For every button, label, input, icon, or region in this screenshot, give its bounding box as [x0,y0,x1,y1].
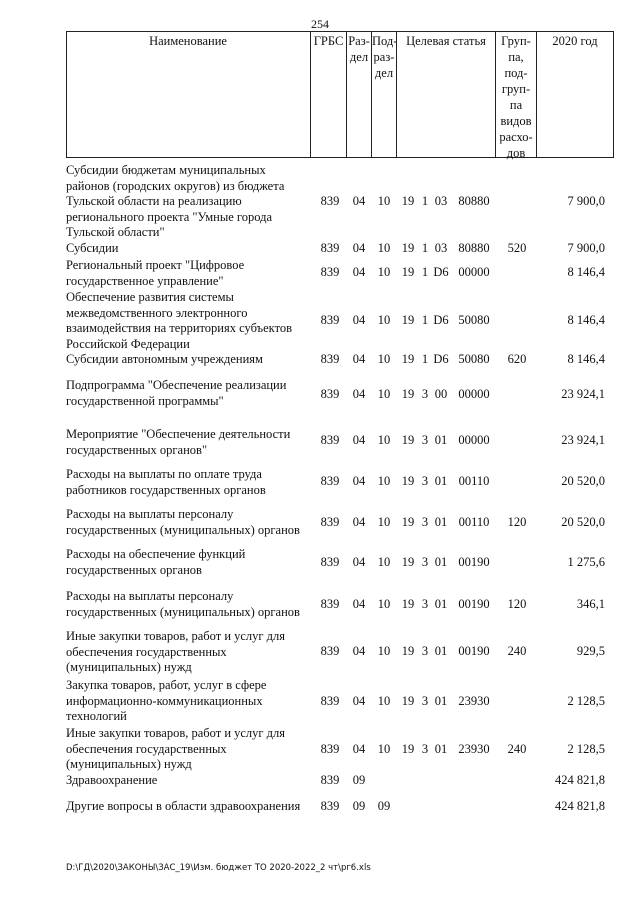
cell-event: 01 [434,474,448,488]
cell-sum-2020: 424 821,8 [555,773,605,787]
cell-subprogram: 3 [421,742,429,756]
row-name [66,378,312,409]
cell-sum-2020: 346,1 [576,597,605,611]
cell-sum-2020: 7 900,0 [567,241,605,255]
row-name [66,726,312,773]
row-name-line: Иные закупки товаров, работ и услуг для [66,629,286,643]
cell-grbs: 839 [320,694,340,708]
row-name [66,427,312,458]
cell-grbs: 839 [320,387,340,401]
row-name-line: Иные закупки товаров, работ и услуг для [66,726,286,740]
cell-grbs: 839 [320,773,340,787]
cell-podrazdel: 10 [377,433,391,447]
cell-podrazdel: 10 [377,241,391,255]
cell-podrazdel: 10 [377,555,391,569]
row-name-line: Субсидии автономным учреждениям [66,352,263,366]
cell-podrazdel: 10 [377,387,391,401]
header-name: Наименование [149,34,227,48]
row-name [66,241,312,257]
cell-razdel: 04 [352,742,366,756]
cell-direction: 23930 [458,742,490,756]
cell-razdel: 09 [352,799,366,813]
cell-program: 19 [401,555,415,569]
cell-grbs: 839 [320,352,340,366]
row-name-line: (муниципальных) нужд [66,660,192,674]
row-name-line: Тульской области на реализацию [66,194,242,208]
cell-grbs: 839 [320,241,340,255]
cell-razdel: 04 [352,597,366,611]
cell-grbs: 839 [320,597,340,611]
row-name-line: государственных (муниципальных) органов [66,522,300,537]
cell-subprogram: 1 [421,241,429,255]
cell-direction: 00190 [458,644,490,658]
page-number: 254 [311,17,329,31]
cell-program: 19 [401,352,415,366]
cell-subprogram: 3 [421,515,429,529]
cell-razdel: 04 [352,433,366,447]
row-name [66,678,312,725]
row-name [66,467,312,498]
row-name-line: Региональный проект "Цифровое [66,258,245,272]
cell-program: 19 [401,474,415,488]
cell-program: 19 [401,742,415,756]
cell-razdel: 04 [352,644,366,658]
row-name-line: районов (городских округов) из бюджета [66,178,285,193]
cell-vid-rashodov: 120 [507,515,527,529]
cell-event: 01 [434,515,448,529]
cell-razdel: 04 [352,194,366,208]
row-name-line: Мероприятие "Обеспечение деятельности [66,427,291,441]
cell-vid-rashodov: 520 [507,241,527,255]
row-name-line: государственных (муниципальных) органов [66,604,300,619]
cell-podrazdel: 09 [377,799,391,813]
cell-razdel: 04 [352,241,366,255]
header-razdel: Раз- дел [348,34,370,64]
cell-razdel: 04 [352,555,366,569]
cell-event: 01 [434,742,448,756]
cell-program: 19 [401,515,415,529]
row-name [66,352,312,368]
cell-sum-2020: 7 900,0 [567,194,605,208]
cell-podrazdel: 10 [377,194,391,208]
row-name-line: Обеспечение развития системы [66,290,234,304]
row-name-line: Подпрограмма "Обеспечение реализации [66,378,287,392]
cell-podrazdel: 10 [377,694,391,708]
cell-subprogram: 1 [421,265,429,279]
cell-grbs: 839 [320,799,340,813]
cell-grbs: 839 [320,433,340,447]
row-name-line: обеспечения государственных [66,741,227,756]
cell-subprogram: 3 [421,555,429,569]
cell-program: 19 [401,694,415,708]
cell-podrazdel: 10 [377,597,391,611]
cell-razdel: 04 [352,694,366,708]
row-name-line: Закупка товаров, работ, услуг в сфере [66,678,267,692]
cell-event: 01 [434,597,448,611]
cell-direction: 23930 [458,694,490,708]
row-name-line: государственной программы" [66,393,224,408]
cell-grbs: 839 [320,742,340,756]
row-name-line: (муниципальных) нужд [66,757,192,771]
row-name-line: Другие вопросы в области здравоохранения [66,799,301,813]
cell-podrazdel: 10 [377,474,391,488]
cell-program: 19 [401,313,415,327]
cell-event: D6 [433,265,449,279]
cell-sum-2020: 424 821,8 [555,799,605,813]
cell-program: 19 [401,194,415,208]
row-name [66,589,312,620]
cell-grbs: 839 [320,555,340,569]
cell-event: D6 [433,313,449,327]
cell-direction: 80880 [458,194,490,208]
cell-event: 03 [434,194,448,208]
cell-subprogram: 1 [421,194,429,208]
cell-grbs: 839 [320,265,340,279]
cell-direction: 00110 [458,515,490,529]
cell-razdel: 04 [352,474,366,488]
cell-direction: 50080 [458,352,490,366]
header-grbs: ГРБС [313,34,344,48]
row-name-line: обеспечения государственных [66,644,227,659]
row-name-line: Расходы на выплаты по оплате труда [66,467,262,481]
row-name-line: Здравоохранение [66,773,158,787]
cell-program: 19 [401,387,415,401]
row-name [66,507,312,538]
cell-program: 19 [401,597,415,611]
row-name [66,163,312,241]
header-year: 2020 год [552,34,598,48]
cell-razdel: 04 [352,313,366,327]
row-name-line: технологий [66,709,127,723]
cell-direction: 00110 [458,474,490,488]
header-podrazdel: Под- раз- дел [372,34,398,80]
cell-event: 01 [434,694,448,708]
header-tselevaya-statya: Целевая статья [406,34,486,48]
cell-razdel: 04 [352,515,366,529]
row-name [66,629,312,676]
row-name-line: информационно-коммуникационных [66,693,263,708]
cell-event: D6 [433,352,449,366]
cell-subprogram: 1 [421,313,429,327]
cell-vid-rashodov: 620 [507,352,527,366]
cell-grbs: 839 [320,194,340,208]
cell-sum-2020: 8 146,4 [567,352,605,366]
cell-razdel: 04 [352,387,366,401]
cell-razdel: 04 [352,265,366,279]
cell-razdel: 04 [352,352,366,366]
row-name-line: взаимодействия на территориях субъектов [66,321,293,335]
cell-event: 01 [434,433,448,447]
cell-program: 19 [401,241,415,255]
cell-grbs: 839 [320,644,340,658]
cell-grbs: 839 [320,515,340,529]
cell-vid-rashodov: 240 [507,644,527,658]
cell-subprogram: 3 [421,597,429,611]
cell-sum-2020: 1 275,6 [567,555,605,569]
header-divider [396,31,397,158]
cell-subprogram: 3 [421,694,429,708]
cell-subprogram: 3 [421,433,429,447]
cell-grbs: 839 [320,474,340,488]
row-name-line: государственных органов" [66,442,208,457]
cell-sum-2020: 20 520,0 [561,474,605,488]
row-name [66,258,312,289]
cell-podrazdel: 10 [377,265,391,279]
cell-podrazdel: 10 [377,313,391,327]
row-name-line: государственных органов [66,562,202,577]
cell-direction: 80880 [458,241,490,255]
cell-vid-rashodov: 120 [507,597,527,611]
cell-vid-rashodov: 240 [507,742,527,756]
cell-program: 19 [401,644,415,658]
cell-direction: 00190 [458,597,490,611]
cell-grbs: 839 [320,313,340,327]
cell-sum-2020: 23 924,1 [561,387,605,401]
row-name-line: Расходы на обеспечение функций [66,547,246,561]
cell-sum-2020: 2 128,5 [567,742,605,756]
cell-event: 01 [434,644,448,658]
row-name-line: работников государственных органов [66,482,266,497]
cell-sum-2020: 23 924,1 [561,433,605,447]
cell-subprogram: 1 [421,352,429,366]
cell-podrazdel: 10 [377,742,391,756]
row-name-line: Субсидии [66,241,119,255]
cell-subprogram: 3 [421,387,429,401]
cell-direction: 50080 [458,313,490,327]
row-name-line: регионального проекта "Умные города [66,209,273,224]
file-path-footer: D:\ГД\2020\ЗАКОНЫ\ЗАС_19\Изм. бюджет ТО 2020-2022_2 чт\рг6.xls [66,863,371,873]
cell-program: 19 [401,265,415,279]
cell-direction: 00000 [458,265,490,279]
cell-direction: 00190 [458,555,490,569]
row-name-line: государственное управление" [66,273,224,288]
table-header [66,31,614,158]
cell-sum-2020: 929,5 [576,644,605,658]
row-name-line: Расходы на выплаты персоналу [66,507,234,521]
cell-sum-2020: 2 128,5 [567,694,605,708]
header-divider [310,31,311,158]
row-name-line: Субсидии бюджетам муниципальных [66,163,266,177]
cell-event: 00 [434,387,448,401]
cell-program: 19 [401,433,415,447]
cell-podrazdel: 10 [377,352,391,366]
cell-razdel: 09 [352,773,366,787]
cell-direction: 00000 [458,433,490,447]
cell-event: 03 [434,241,448,255]
row-name [66,799,312,815]
row-name [66,547,312,578]
cell-sum-2020: 20 520,0 [561,515,605,529]
row-name [66,290,312,352]
cell-subprogram: 3 [421,474,429,488]
cell-podrazdel: 10 [377,515,391,529]
header-vid-rashodov: Груп- па, под- груп- па видов расхо- дов [499,34,533,160]
cell-subprogram: 3 [421,644,429,658]
row-name-line: Российской Федерации [66,336,190,351]
cell-event: 01 [434,555,448,569]
cell-podrazdel: 10 [377,644,391,658]
header-divider [536,31,537,158]
row-name-line: Расходы на выплаты персоналу [66,589,234,603]
row-name-line: межведомственного электронного [66,305,248,320]
row-name [66,773,312,789]
cell-sum-2020: 8 146,4 [567,313,605,327]
cell-sum-2020: 8 146,4 [567,265,605,279]
cell-direction: 00000 [458,387,490,401]
row-name-line: Тульской области" [66,225,165,239]
